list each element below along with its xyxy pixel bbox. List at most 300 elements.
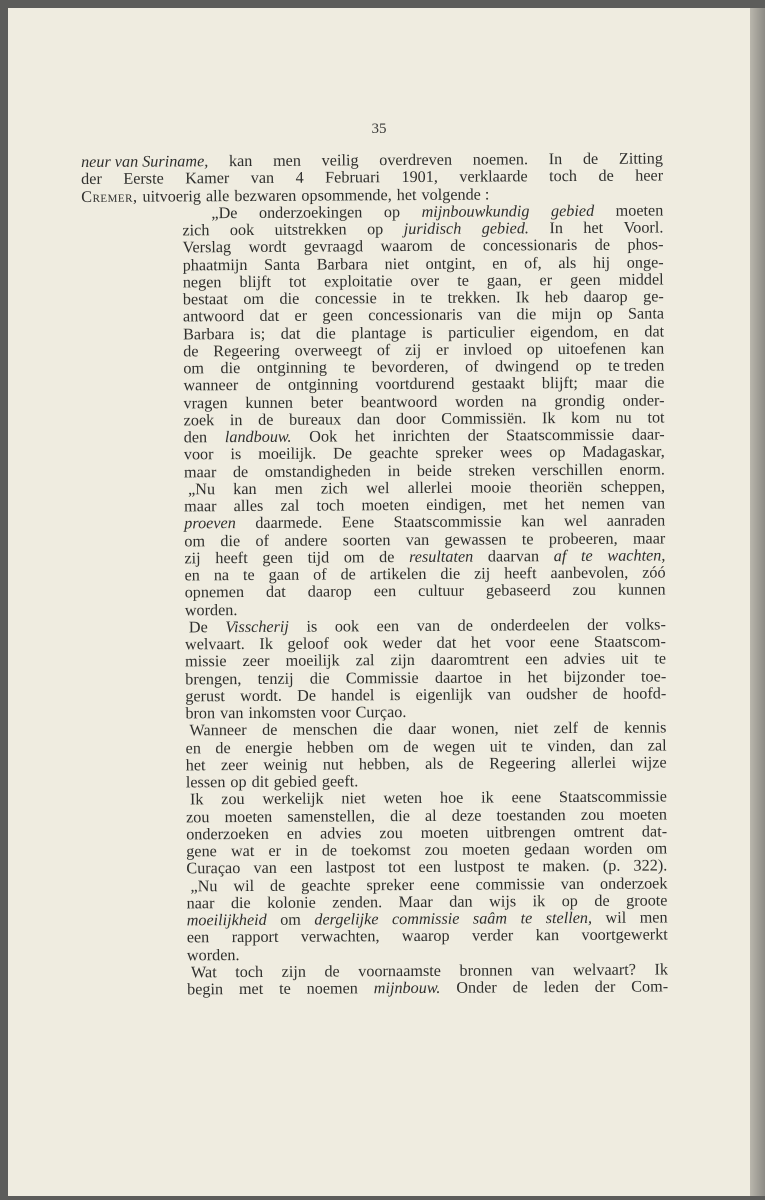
word: gebied <box>273 772 317 791</box>
word: de <box>215 738 231 757</box>
word: zelf <box>553 719 579 738</box>
word: moeten <box>224 807 273 826</box>
word: De <box>188 617 208 637</box>
word: op <box>383 202 401 221</box>
word: zóó <box>642 563 666 582</box>
word: als <box>425 754 444 773</box>
word: voortdurend <box>375 374 455 394</box>
word: gewassen <box>444 529 507 549</box>
word: tot <box>388 858 406 877</box>
word: Eerste <box>123 169 164 188</box>
word: dit <box>251 772 269 791</box>
word: proeven <box>184 514 236 533</box>
word: met <box>238 979 264 999</box>
word: Ik <box>515 288 530 307</box>
word: onderdeelen <box>490 615 570 635</box>
word: zal <box>280 496 300 515</box>
word: kan <box>233 479 257 498</box>
word: In <box>548 150 563 169</box>
word: onderzoek <box>599 873 668 893</box>
word: te <box>343 358 356 377</box>
word: samenstellen, <box>287 806 376 826</box>
word: Wat <box>190 962 217 982</box>
word: zou <box>580 805 605 824</box>
text-line <box>85 789 667 810</box>
word: niet <box>384 254 409 273</box>
word: beantwoord <box>360 392 438 411</box>
word: op <box>561 891 578 910</box>
word: dat <box>436 633 457 652</box>
word: volks- <box>625 615 666 634</box>
word: die <box>516 305 537 324</box>
word: wachten, <box>607 546 666 565</box>
word: wil <box>605 908 627 927</box>
word: een <box>376 616 400 635</box>
word: geachte <box>301 875 351 895</box>
word: de <box>269 876 286 895</box>
word: wordt. <box>240 686 282 705</box>
word: Eene <box>341 513 375 532</box>
word: het <box>583 218 604 237</box>
word: de <box>594 236 611 255</box>
word: wanneer <box>183 376 239 395</box>
word: blijft; <box>541 374 578 393</box>
word: in <box>387 461 401 480</box>
word: niet <box>341 789 366 808</box>
word: geen <box>262 548 293 567</box>
word: of <box>255 531 270 550</box>
word: tot <box>288 272 307 291</box>
word: toch <box>235 962 264 981</box>
word: neur van Suriname, <box>80 152 209 171</box>
word: mijn <box>551 305 582 324</box>
word: men <box>273 151 301 170</box>
word: Verslag <box>182 238 232 257</box>
word: die <box>372 720 393 739</box>
word: van <box>220 704 244 723</box>
word: allerlei <box>407 478 453 497</box>
word: de <box>593 719 609 738</box>
word: ook <box>334 617 360 636</box>
word: dat <box>265 583 286 602</box>
word: veilig <box>321 151 359 170</box>
word: theoriën <box>529 477 583 497</box>
word: uit <box>621 649 639 668</box>
word: noemen. <box>472 150 529 169</box>
word: spreker <box>366 875 415 894</box>
text-line <box>83 530 665 551</box>
word: toe- <box>640 666 667 686</box>
word: ook <box>229 220 255 240</box>
word: begin <box>187 980 224 999</box>
word: verschillen <box>531 460 603 479</box>
word: Regeering <box>489 753 556 773</box>
word: wat <box>230 841 255 861</box>
word: Barbara <box>316 254 369 274</box>
word: der <box>594 977 616 996</box>
word: kennis <box>624 718 667 737</box>
word: inkomsten <box>248 703 316 722</box>
word: om <box>646 839 668 858</box>
word: daarmede. <box>255 513 323 533</box>
word: het <box>354 427 375 446</box>
word: nut <box>322 755 344 774</box>
word: daarop <box>307 582 352 601</box>
word: men <box>639 908 668 927</box>
word: weder <box>382 633 423 653</box>
word: ook <box>343 634 368 653</box>
word: van <box>487 685 511 704</box>
word: bevorderen, <box>371 357 449 377</box>
word: te <box>517 857 530 876</box>
word: de <box>232 462 249 481</box>
word: Ook <box>309 427 338 446</box>
word: groote <box>626 891 668 910</box>
word: zeer <box>220 755 248 774</box>
word: in <box>392 289 405 308</box>
word: moeilijk. <box>258 444 317 464</box>
word: te <box>521 529 534 548</box>
word: deze <box>451 806 482 825</box>
word: dan <box>609 736 634 755</box>
word: van <box>531 960 555 980</box>
word: de <box>324 962 340 981</box>
word: 1901, <box>401 168 438 187</box>
word: der <box>81 170 102 189</box>
word: gedaan <box>523 840 570 859</box>
word: te <box>242 565 255 585</box>
word: die <box>440 564 461 583</box>
word: die <box>644 373 665 392</box>
word: noemen <box>306 979 358 998</box>
word: uitbrengen <box>486 822 556 842</box>
word: cultuur <box>418 581 465 601</box>
word: op <box>549 443 566 462</box>
word: Ik <box>189 790 204 809</box>
word: tijd <box>307 548 330 567</box>
word: toch <box>316 496 345 515</box>
word: moeilijk <box>285 651 340 671</box>
word: overweegt <box>294 341 363 360</box>
word: daar- <box>631 425 665 444</box>
word: moeilijkheid <box>186 910 267 930</box>
word: na <box>213 566 230 585</box>
word: daarvan <box>487 546 540 566</box>
word: Visscherij <box>225 617 289 636</box>
word: hoe <box>439 788 464 808</box>
word: plantage <box>351 323 407 342</box>
word: eindigen, <box>426 495 487 514</box>
word: ik <box>481 788 494 807</box>
word: ontginning <box>287 375 359 394</box>
word: eene <box>549 632 580 652</box>
word: maar <box>632 528 666 548</box>
word: advies <box>320 824 362 843</box>
word: onge- <box>626 252 664 272</box>
word: advies <box>563 650 606 669</box>
word: „De <box>211 203 238 222</box>
word: kunnen <box>617 580 666 599</box>
word: In <box>549 219 563 238</box>
word: zijn <box>390 651 415 670</box>
word: lessen <box>185 773 226 792</box>
book-page <box>8 8 750 1196</box>
word: de <box>183 342 199 361</box>
word: die <box>230 893 251 912</box>
word: particulier <box>447 322 515 342</box>
word: gaan, <box>486 271 522 290</box>
word: tenzij <box>257 669 294 688</box>
word: gene <box>186 842 217 861</box>
text-line <box>86 927 668 948</box>
word: te <box>521 736 533 755</box>
body-text <box>81 150 668 999</box>
word: zou <box>572 581 597 600</box>
word: zal <box>355 651 375 670</box>
word: de <box>258 410 274 429</box>
word: bron <box>185 704 216 723</box>
word: vragen <box>183 393 228 412</box>
text-line <box>85 754 667 775</box>
word: te <box>279 979 291 998</box>
word: die <box>315 323 336 343</box>
word: tot <box>647 408 665 427</box>
word: andere <box>284 531 328 550</box>
word: beter <box>310 392 344 412</box>
word: de <box>340 565 356 584</box>
word: opnemen <box>184 583 245 602</box>
word: eigendom, <box>530 322 599 341</box>
word: zenden. <box>332 892 383 912</box>
word: vinden, <box>547 736 596 755</box>
word: en <box>184 566 200 585</box>
word: die <box>279 289 300 308</box>
word: aanraden <box>606 511 666 531</box>
word: na <box>521 391 537 410</box>
word: zou <box>185 807 210 826</box>
word: in <box>295 841 308 860</box>
word: negen <box>182 272 222 292</box>
word: probeeren, <box>548 529 618 548</box>
word: Curçao. <box>355 703 407 722</box>
word: onder- <box>622 390 665 410</box>
word: gebied. <box>481 219 530 238</box>
word: bezwaren <box>234 186 297 205</box>
word: van <box>641 494 666 513</box>
word: worden. <box>186 945 240 964</box>
word: artikelen <box>369 564 427 584</box>
word: moeten <box>462 840 510 859</box>
word: omstandigheden <box>264 461 371 481</box>
word: is <box>230 445 242 464</box>
word: worden. <box>184 600 238 619</box>
word: een <box>525 650 548 669</box>
word: exploitatie <box>324 271 393 291</box>
word: en <box>185 738 201 757</box>
word: de <box>255 376 271 395</box>
word: rapport <box>231 928 279 947</box>
word: door <box>395 409 426 428</box>
word: of <box>376 340 391 359</box>
word: zij <box>404 340 422 359</box>
word: dat <box>280 324 301 343</box>
word: op <box>575 356 592 375</box>
word: Barbara <box>183 324 235 343</box>
word: alle <box>205 186 230 205</box>
word: moeten <box>619 804 668 824</box>
word: het <box>396 185 417 204</box>
word: zijn <box>281 962 306 981</box>
word: Onder <box>456 978 497 997</box>
word: verklaarde <box>459 167 528 186</box>
word: naar <box>186 893 215 913</box>
word: zal <box>647 735 667 755</box>
word: hoofd- <box>622 684 667 703</box>
word: Staatscommissie <box>558 787 667 807</box>
word: Voorl. <box>623 218 664 237</box>
word: bronnen <box>459 961 513 980</box>
word: daartoe <box>434 668 483 687</box>
word: phos- <box>627 235 664 254</box>
word: beide <box>416 461 452 480</box>
word: zoek <box>183 410 215 430</box>
word: Cremer, <box>81 187 138 206</box>
word: kan <box>520 512 545 531</box>
word: daar <box>408 720 437 739</box>
word: moeten <box>615 201 664 220</box>
word: dwingend <box>495 357 559 376</box>
word: heb <box>544 288 569 307</box>
word: maar <box>594 373 628 393</box>
word: die <box>220 531 241 550</box>
word: weinig <box>263 755 308 774</box>
word: concessionaris <box>482 236 578 255</box>
word: voortgewerkt <box>581 925 668 945</box>
word: inrichten <box>392 426 451 446</box>
word: de <box>403 737 419 756</box>
word: van <box>477 305 502 324</box>
word: wonen, <box>451 719 499 738</box>
word: het <box>470 633 491 652</box>
word: zich <box>320 479 348 498</box>
word: 322). <box>633 856 668 875</box>
word: te <box>457 271 469 290</box>
word: invloed <box>463 340 512 359</box>
word: Madagaskar, <box>582 442 665 462</box>
word: Curaçao <box>186 859 241 878</box>
word: bureaux <box>289 410 342 429</box>
word: concessionaris <box>368 305 463 325</box>
word: zij <box>473 564 491 583</box>
word: te treden <box>608 356 665 375</box>
word: Santa <box>264 255 301 274</box>
word: geen <box>570 270 601 289</box>
word: juridisch <box>403 219 462 239</box>
word: kan <box>640 339 665 358</box>
word: te <box>654 649 667 668</box>
word: de <box>592 684 608 703</box>
word: heeft <box>215 548 248 567</box>
word: geloof <box>287 634 329 653</box>
word: soorten <box>342 530 391 549</box>
word: om <box>183 359 205 378</box>
word: er <box>435 340 449 359</box>
word: Wanneer <box>189 721 247 740</box>
word: zou <box>221 790 245 809</box>
word: spreker <box>435 443 484 463</box>
word: om <box>243 289 265 309</box>
word: om <box>280 910 301 929</box>
word: over <box>410 271 440 290</box>
word: energie <box>245 738 293 757</box>
word: met <box>503 495 528 514</box>
word: voor <box>505 633 536 652</box>
word: hij <box>592 253 611 272</box>
word: om <box>184 531 206 550</box>
word: trekken. <box>447 288 501 307</box>
word: van <box>416 616 441 635</box>
word: antwoord <box>182 307 245 326</box>
word: van <box>250 169 275 188</box>
word: mijnbouwkundig <box>421 202 530 221</box>
word: onderzoeken <box>186 824 269 844</box>
word: hebben, <box>358 754 410 774</box>
word: van <box>253 859 277 878</box>
word: Ik <box>654 960 668 979</box>
word: zij <box>184 549 201 568</box>
word: niet <box>513 719 539 738</box>
word: en <box>286 824 303 843</box>
word: ge- <box>643 287 664 306</box>
word: om <box>343 548 365 567</box>
word: men <box>274 479 303 498</box>
word: eigenlijk <box>415 685 473 704</box>
word: ontgint, <box>425 254 476 273</box>
word: zeer <box>242 652 270 671</box>
word: heeft <box>504 564 537 583</box>
text-line <box>84 668 666 689</box>
word: voornaamste <box>358 961 442 981</box>
word: kom <box>571 408 600 427</box>
word: of <box>313 565 327 584</box>
word: daaromtrent <box>430 650 510 670</box>
word: toch <box>549 167 578 186</box>
word: zich <box>182 221 210 240</box>
word: „Nu <box>190 876 218 895</box>
word: commissie <box>391 909 460 929</box>
word: die <box>309 668 330 688</box>
word: De <box>297 686 317 705</box>
word: gevraagd <box>303 237 364 256</box>
word: zou <box>424 840 449 859</box>
word: Kamer <box>185 169 230 188</box>
word: nemen <box>581 494 625 513</box>
word: werkelijk <box>262 789 324 809</box>
word: mooie <box>470 478 512 497</box>
word: 4 <box>295 168 304 187</box>
word: worden <box>583 839 633 858</box>
word: af <box>553 546 567 565</box>
word: resultaten <box>409 547 474 566</box>
word: kan <box>228 151 253 171</box>
word: is <box>389 685 401 704</box>
word: gestaakt <box>471 374 525 393</box>
word: dat <box>259 307 280 326</box>
word: de <box>582 149 599 168</box>
word: der <box>587 615 608 634</box>
word: wel <box>365 478 390 498</box>
word: wordt <box>248 237 287 257</box>
